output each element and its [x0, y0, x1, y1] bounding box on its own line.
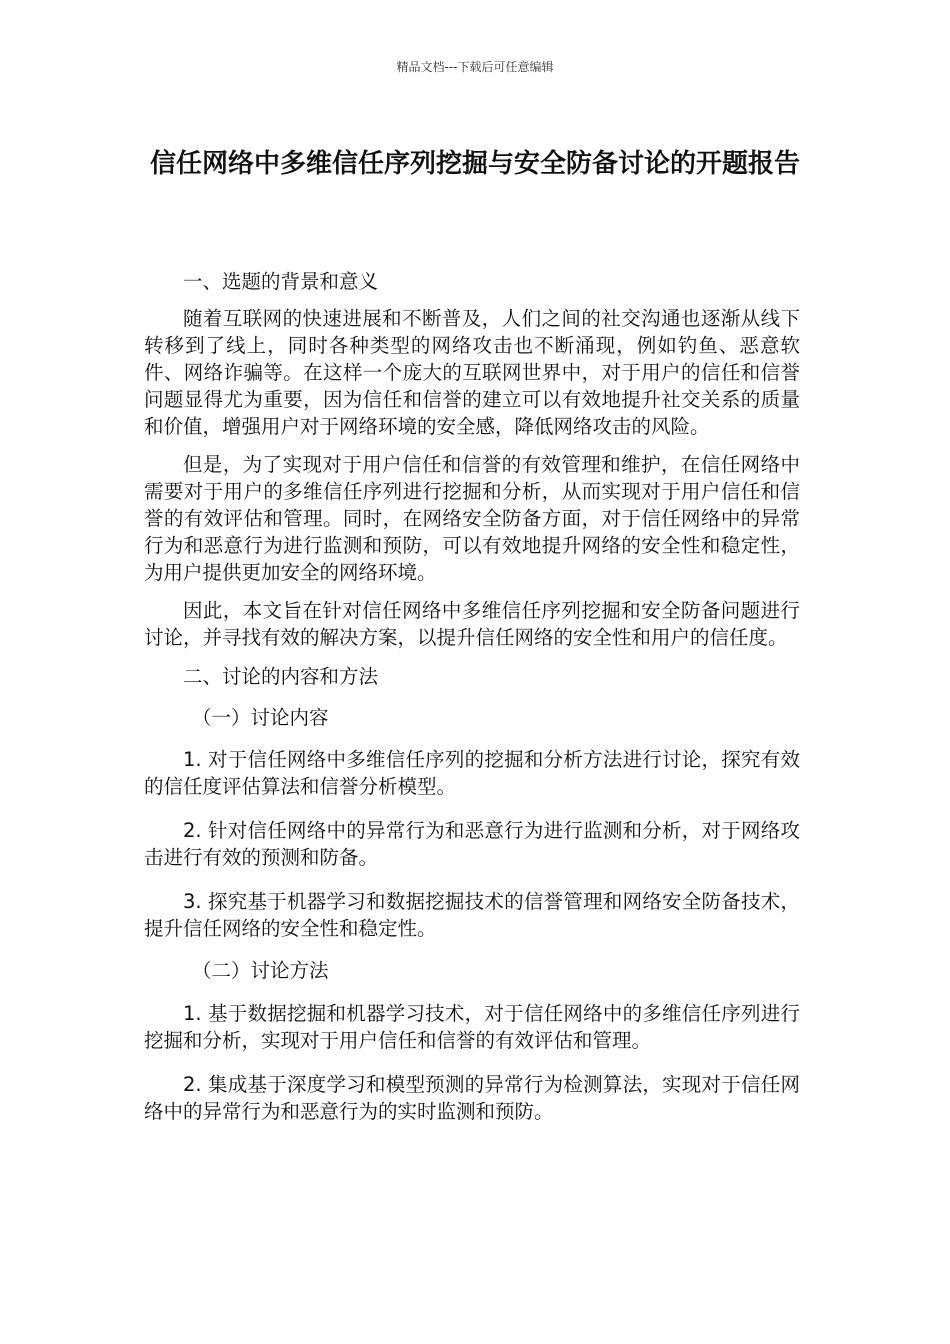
- background-paragraph-1: 随着互联网的快速进展和不断普及，人们之间的社交沟通也逐渐从线下转移到了线上，同时各种类型的网络攻击也不断涌现，例如钓鱼、恶意软件、网络诈骗等。在这样一个庞大的互联网世界中，对于用户的信任和信誉问题显得尤为重要，因为信任和信誉的建立可以有效地提升社交关系的质量和价值，增强用户对于网络环境的安全感，降低网络攻击的风险。: [144, 307, 800, 438]
- content-item-2: 2. 针对信任网络中的异常行为和恶意行为进行监测和分析，对于网络攻击进行有效的预测和防备。: [144, 819, 800, 869]
- method-item-1: 1. 基于数据挖掘和机器学习技术，对于信任网络中的多维信任序列进行挖掘和分析，实现对于用户信任和信誉的有效评估和管理。: [144, 1002, 800, 1052]
- section-heading-content-method: 二、讨论的内容和方法: [183, 665, 379, 688]
- subsection-heading-content: （一）讨论内容: [192, 706, 329, 729]
- background-paragraph-3: 因此，本文旨在针对信任网络中多维信任序列挖掘和安全防备问题进行讨论，并寻找有效的解决方案，以提升信任网络的安全性和用户的信任度。: [144, 599, 800, 649]
- content-item-1: 1. 对于信任网络中多维信任序列的挖掘和分析方法进行讨论，探究有效的信任度评估算法和信誉分析模型。: [144, 748, 800, 798]
- content-item-3: 3. 探究基于机器学习和数据挖掘技术的信誉管理和网络安全防备技术，提升信任网络的安全性和稳定性。: [144, 890, 800, 940]
- background-paragraph-2: 但是，为了实现对于用户信任和信誉的有效管理和维护，在信任网络中需要对于用户的多维信任序列进行挖掘和分析，从而实现对于用户信任和信誉的有效评估和管理。同时，在网络安全防备方面，对于信任网络中的异常行为和恶意行为进行监测和预防，可以有效地提升网络的安全性和稳定性，为用户提供更加安全的网络环境。: [144, 453, 800, 584]
- document-title: 信任网络中多维信任序列挖掘与安全防备讨论的开题报告: [149, 149, 800, 179]
- subsection-heading-method: （二）讨论方法: [192, 959, 329, 982]
- watermark-text: 精品文档---下载后可任意编辑: [396, 60, 554, 74]
- document-body: [144, 268, 800, 1125]
- section-heading-background: 一、选题的背景和意义: [183, 270, 379, 293]
- method-item-2: 2. 集成基于深度学习和模型预测的异常行为检测算法，实现对于信任网络中的异常行为和恶意行为的实时监测和预防。: [144, 1073, 800, 1123]
